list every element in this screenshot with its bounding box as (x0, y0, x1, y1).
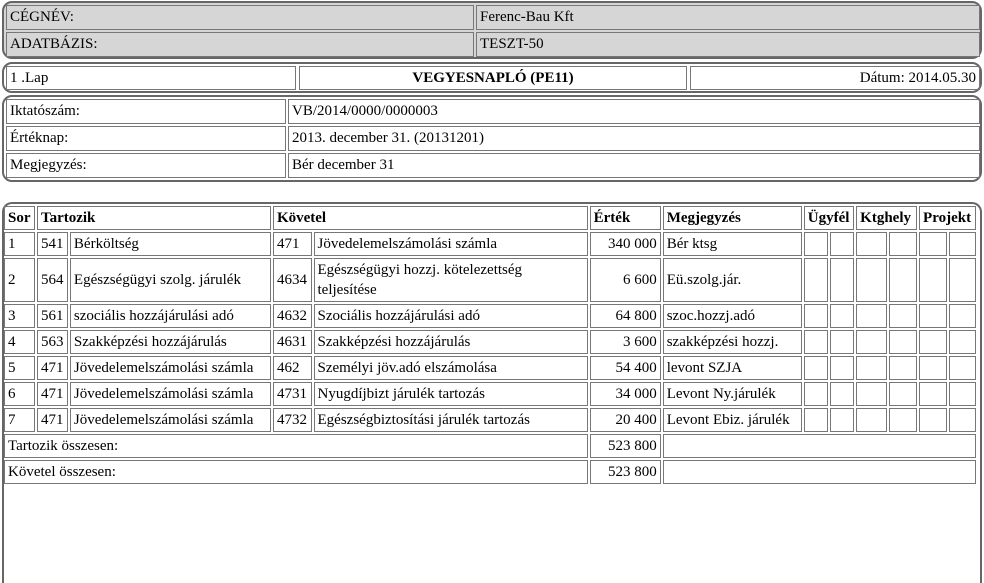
row-value: 64 800 (590, 304, 661, 328)
ktghely-cell-a (856, 304, 886, 328)
total-kovetel-empty (663, 460, 976, 484)
ktghely-cell-a (856, 232, 886, 256)
kovetel-code: 4631 (273, 330, 312, 354)
note-value: Bér december 31 (288, 153, 980, 178)
kovetel-name: Egészségügyi hozzj. kötelezettség teljesítése (314, 258, 588, 302)
ugyfel-cell-b (830, 304, 854, 328)
company-label: CÉGNÉV: (6, 5, 474, 30)
row-note: szoc.hozzj.adó (663, 304, 802, 328)
projekt-cell-b (949, 356, 976, 380)
ktghely-cell-b (889, 304, 917, 328)
value-date-value: 2013. december 31. (20131201) (288, 126, 980, 151)
projekt-cell-b (949, 304, 976, 328)
kovetel-code: 4632 (273, 304, 312, 328)
ugyfel-cell-a (804, 232, 828, 256)
tartozik-name: Jövedelemelszámolási számla (70, 356, 271, 380)
row-note: Levont Ny.járulék (663, 382, 802, 406)
ugyfel-cell-a (804, 382, 828, 406)
row-note: Levont Ebiz. járulék (663, 408, 802, 432)
database-label: ADATBÁZIS: (6, 32, 474, 57)
tartozik-code: 471 (37, 408, 68, 432)
total-tartozik-value: 523 800 (590, 434, 661, 458)
tartozik-code: 564 (37, 258, 68, 302)
col-megjegyzes: Megjegyzés (663, 206, 802, 230)
ugyfel-cell-b (830, 382, 854, 406)
ugyfel-cell-a (804, 330, 828, 354)
row-number: 7 (4, 408, 35, 432)
row-value: 6 600 (590, 258, 661, 302)
table-row (4, 382, 976, 406)
tartozik-code: 563 (37, 330, 68, 354)
tartozik-name: szociális hozzájárulási adó (70, 304, 271, 328)
table-row (4, 258, 976, 302)
row-note: levont SZJA (663, 356, 802, 380)
row-value: 3 600 (590, 330, 661, 354)
kovetel-code: 4732 (273, 408, 312, 432)
database-value: TESZT-50 (476, 32, 980, 57)
kovetel-name: Szociális hozzájárulási adó (314, 304, 588, 328)
row-note: Eü.szolg.jár. (663, 258, 802, 302)
col-sor: Sor (4, 206, 35, 230)
col-projekt: Projekt (919, 206, 976, 230)
tartozik-name: Egészségügyi szolg. járulék (70, 258, 271, 302)
row-note: Bér ktsg (663, 232, 802, 256)
ugyfel-cell-b (830, 330, 854, 354)
ktghely-cell-b (889, 382, 917, 406)
row-number: 1 (4, 232, 35, 256)
total-tartozik-label: Tartozik összesen: (4, 434, 588, 458)
row-value: 340 000 (590, 232, 661, 256)
kovetel-code: 462 (273, 356, 312, 380)
ugyfel-cell-a (804, 304, 828, 328)
projekt-cell-a (919, 408, 947, 432)
tartozik-name: Jövedelemelszámolási számla (70, 382, 271, 406)
row-value: 34 000 (590, 382, 661, 406)
value-date-label: Értéknap: (6, 126, 286, 151)
tartozik-name: Szakképzési hozzájárulás (70, 330, 271, 354)
total-tartozik-row (4, 434, 976, 458)
ugyfel-cell-b (830, 258, 854, 302)
total-tartozik-empty (663, 434, 976, 458)
tartozik-code: 561 (37, 304, 68, 328)
table-header-row (4, 206, 976, 230)
kovetel-code: 471 (273, 232, 312, 256)
col-tartozik: Tartozik (37, 206, 271, 230)
tartozik-code: 471 (37, 356, 68, 380)
row-number: 5 (4, 356, 35, 380)
tartozik-name: Bérköltség (70, 232, 271, 256)
id-label: Iktatószám: (6, 99, 286, 124)
ktghely-cell-a (856, 330, 886, 354)
row-note: szakképzési hozzj. (663, 330, 802, 354)
ugyfel-cell-b (830, 356, 854, 380)
company-value: Ferenc-Bau Kft (476, 5, 980, 30)
ktghely-cell-a (856, 356, 886, 380)
row-value: 54 400 (590, 356, 661, 380)
table-row (4, 304, 976, 328)
row-number: 6 (4, 382, 35, 406)
ugyfel-cell-b (830, 232, 854, 256)
col-kovetel: Követel (273, 206, 588, 230)
total-kovetel-label: Követel összesen: (4, 460, 588, 484)
ktghely-cell-b (889, 232, 917, 256)
projekt-cell-b (949, 408, 976, 432)
tartozik-name: Jövedelemelszámolási számla (70, 408, 271, 432)
ugyfel-cell-a (804, 356, 828, 380)
table-row (4, 408, 976, 432)
ktghely-cell-a (856, 382, 886, 406)
total-kovetel-value: 523 800 (590, 460, 661, 484)
col-ktghely: Ktghely (856, 206, 917, 230)
table-row (4, 232, 976, 256)
projekt-cell-b (949, 258, 976, 302)
ugyfel-cell-a (804, 408, 828, 432)
row-number: 3 (4, 304, 35, 328)
id-value: VB/2014/0000/0000003 (288, 99, 980, 124)
col-ugyfel: Ügyfél (804, 206, 854, 230)
ktghely-cell-b (889, 330, 917, 354)
ktghely-cell-b (889, 356, 917, 380)
projekt-cell-b (949, 232, 976, 256)
journal-table (2, 204, 978, 486)
kovetel-name: Jövedelemelszámolási számla (314, 232, 588, 256)
projekt-cell-a (919, 356, 947, 380)
page-title: VEGYESNAPLÓ (PE11) (299, 66, 687, 90)
projekt-cell-b (949, 382, 976, 406)
kovetel-name: Személyi jöv.adó elszámolása (314, 356, 588, 380)
kovetel-code: 4731 (273, 382, 312, 406)
tartozik-code: 541 (37, 232, 68, 256)
note-label: Megjegyzés: (6, 153, 286, 178)
ktghely-cell-a (856, 258, 886, 302)
ktghely-cell-b (889, 408, 917, 432)
ktghely-cell-b (889, 258, 917, 302)
projekt-cell-b (949, 330, 976, 354)
title-bar (2, 62, 982, 93)
table-row (4, 330, 976, 354)
projekt-cell-a (919, 232, 947, 256)
print-date: Dátum: 2014.05.30 (690, 66, 980, 90)
header-panel (2, 1, 982, 59)
table-row (4, 356, 976, 380)
ugyfel-cell-b (830, 408, 854, 432)
projekt-cell-a (919, 258, 947, 302)
kovetel-name: Egészségbiztosítási járulék tartozás (314, 408, 588, 432)
row-value: 20 400 (590, 408, 661, 432)
row-number: 2 (4, 258, 35, 302)
kovetel-name: Szakképzési hozzájárulás (314, 330, 588, 354)
row-number: 4 (4, 330, 35, 354)
ktghely-cell-a (856, 408, 886, 432)
kovetel-code: 4634 (273, 258, 312, 302)
total-kovetel-row (4, 460, 976, 484)
col-ertek: Érték (590, 206, 661, 230)
tartozik-code: 471 (37, 382, 68, 406)
kovetel-name: Nyugdíjbizt járulék tartozás (314, 382, 588, 406)
projekt-cell-a (919, 330, 947, 354)
projekt-cell-a (919, 304, 947, 328)
ugyfel-cell-a (804, 258, 828, 302)
projekt-cell-a (919, 382, 947, 406)
info-panel (2, 95, 982, 182)
page-number: 1 .Lap (6, 66, 296, 90)
